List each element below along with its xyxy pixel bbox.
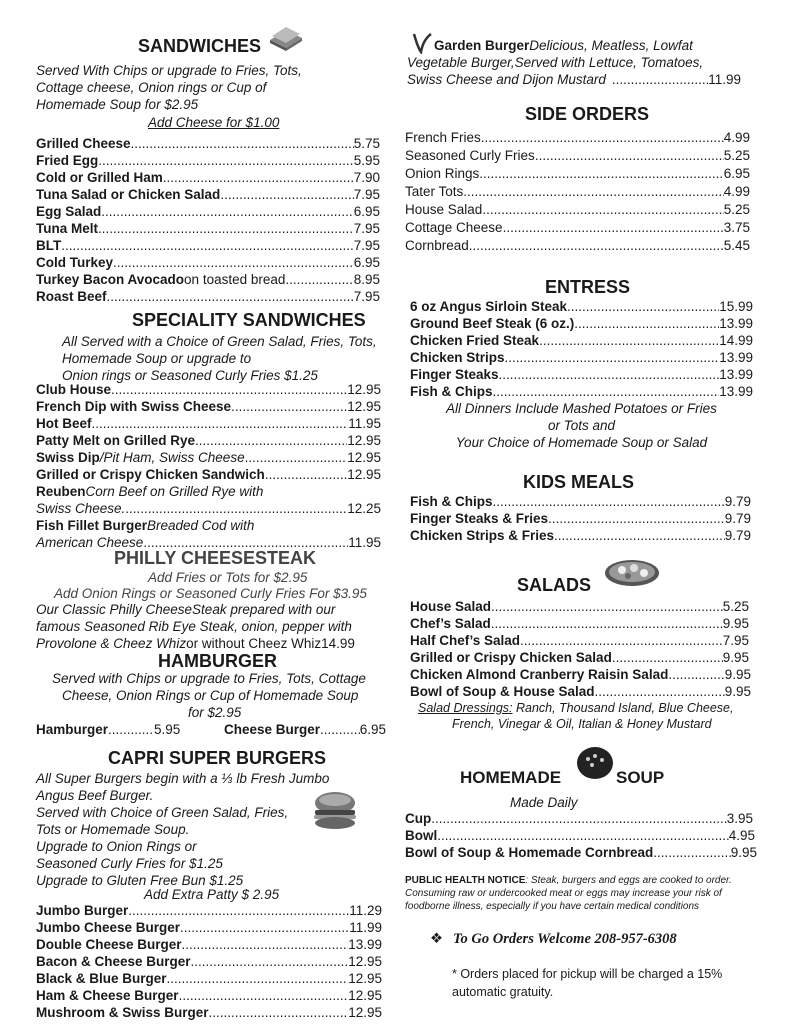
menu-item: Reuben Corn Beef on Grilled Rye with xyxy=(36,484,264,499)
menu-item: Swiss Cheese. ..... 12.25 xyxy=(36,500,381,517)
hamburger-title: HAMBURGER xyxy=(158,651,277,671)
salad-dressings: Salad Dressings: Ranch, Thousand Island, Blue Cheese, xyxy=(418,701,734,715)
menu-item: Grilled or Crispy Chicken Salad ..... 9.95 xyxy=(410,649,749,666)
sandwich-icon xyxy=(266,24,306,52)
capri-note-5: Upgrade to Onion Rings or xyxy=(36,839,197,854)
soup-title-2: SOUP xyxy=(616,768,665,787)
capri-note-3: Served with Choice of Green Salad, Fries, xyxy=(36,805,289,820)
menu-item: Bowl of Soup & Homemade Cornbread ..... 9.95 xyxy=(405,844,757,861)
menu-item: Bowl of Soup & House Salad ..... 9.95 xyxy=(410,683,751,700)
capri-note-4: Tots or Homemade Soup. xyxy=(36,822,190,837)
specialty-note-1: All Served with a Choice of Green Salad, Fries, Tots, xyxy=(62,334,377,349)
menu-item: Hot Beef ..... 11.95 xyxy=(36,415,381,432)
menu-item: Cottage Cheese ..... 3.75 xyxy=(405,219,750,236)
philly-desc-1: Our Classic Philly CheeseSteak prepared with our xyxy=(36,602,336,617)
entrees-note-2: or Tots and xyxy=(547,418,616,433)
sandwiches-note-2: Cottage cheese, Onion rings or Cup of xyxy=(36,80,267,95)
menu-item: Cornbread ..... 5.45 xyxy=(405,237,750,254)
soup-made-daily: Made Daily xyxy=(510,795,578,810)
entrees-note-1: All Dinners Include Mashed Potatoes or Fries xyxy=(446,401,717,416)
menu-item: Fish & Chips ..... 13.99 xyxy=(410,383,753,400)
menu-item: Finger Steaks ..... 13.99 xyxy=(410,366,753,383)
philly-note-2: Add Onion Rings or Seasoned Curly Fries For $3.95 xyxy=(54,586,367,601)
soup-title-1: HOMEMADE xyxy=(460,768,562,787)
burger-icon xyxy=(312,790,358,830)
menu-item: Fried Egg ..... 5.95 xyxy=(36,152,380,169)
menu-item: Bacon & Cheese Burger ..... 12.95 xyxy=(36,953,382,970)
menu-item: Provolone & Cheez Whiz or without Cheez Whiz 14.99 xyxy=(36,636,355,651)
capri-note-1: All Super Burgers begin with a ⅓ lb Fresh Jumbo xyxy=(36,771,330,786)
capri-note-2: Angus Beef Burger. xyxy=(36,788,154,803)
menu-item: French Dip with Swiss Cheese ..... 12.95 xyxy=(36,398,381,415)
leaf-icon xyxy=(411,32,433,54)
add-cheese-note: Add Cheese for $1.00 xyxy=(148,115,280,130)
entrees-note-3: Your Choice of Homemade Soup or Salad xyxy=(455,435,708,450)
soup-bowl-icon xyxy=(576,746,614,782)
menu-item: Double Cheese Burger ..... 13.99 xyxy=(36,936,382,953)
menu-item: Half Chef’s Salad ..... 7.95 xyxy=(410,632,749,649)
specialty-note-2: Homemade Soup or upgrade to xyxy=(62,351,252,366)
menu-item: Grilled or Crispy Chicken Sandwich ..... 12.95 xyxy=(36,466,381,483)
menu-item: Fish Fillet Burger Breaded Cod with xyxy=(36,518,255,533)
philly-desc-2: famous Seasoned Rib Eye Steak, onion, pepper with xyxy=(36,619,352,634)
menu-item: Jumbo Cheese Burger ..... 11.99 xyxy=(36,919,382,936)
menu-item: Cheese Burger ..... 6.95 xyxy=(224,721,386,738)
menu-item: French Fries ..... 4.99 xyxy=(405,129,750,146)
menu-item: Cold or Grilled Ham ..... 7.90 xyxy=(36,169,380,186)
health-notice-3: foodborne illness, especially if you have certain medical conditions xyxy=(405,901,700,912)
philly-title: PHILLY CHEESESTEAK xyxy=(114,548,317,568)
sandwiches-title: SANDWICHES xyxy=(138,36,262,56)
pickup-note-2: automatic gratuity. xyxy=(452,985,554,999)
menu-item: BLT ..... 7.95 xyxy=(36,237,380,254)
to-go-orders: ❖ To Go Orders Welcome 208-957-6308 xyxy=(430,931,677,947)
menu-item: Finger Steaks & Fries ..... 9.79 xyxy=(410,510,751,527)
menu-item: Swiss Cheese and Dijon Mustard ..... 11.99 xyxy=(407,71,741,88)
hamburger-note-1: Served with Chips or upgrade to Fries, Tots, Cottage xyxy=(52,671,366,686)
menu-item: Chicken Strips ..... 13.99 xyxy=(410,349,753,366)
specialty-note-3: Onion rings or Seasoned Curly Fries $1.25 xyxy=(62,368,318,383)
menu-item: Patty Melt on Grilled Rye ..... 12.95 xyxy=(36,432,381,449)
menu-item: Chicken Fried Steak ..... 14.99 xyxy=(410,332,753,349)
menu-item: Club House ..... 12.95 xyxy=(36,381,381,398)
health-notice-1: PUBLIC HEALTH NOTICE: Steak, burgers and eggs are cooked to order. xyxy=(405,875,732,886)
menu-item: 6 oz Angus Sirloin Steak ..... 15.99 xyxy=(410,298,753,315)
salad-dressings-2: French, Vinegar & Oil, Italian & Honey Mustard xyxy=(452,717,712,731)
capri-note-7: Upgrade to Gluten Free Bun $1.25 xyxy=(36,873,244,888)
menu-item: Hamburger ..... 5.95 xyxy=(36,721,196,738)
diamond-bullet-icon: ❖ xyxy=(430,931,443,947)
capri-extra-note: Add Extra Patty $ 2.95 xyxy=(144,887,280,902)
menu-item: Onion Rings ..... 6.95 xyxy=(405,165,750,182)
menu-item: Cold Turkey ..... 6.95 xyxy=(36,254,380,271)
menu-item: Swiss Dip /Pit Ham, Swiss Cheese ..... 12.95 xyxy=(36,449,381,466)
menu-item: Mushroom & Swiss Burger ..... 12.95 xyxy=(36,1004,382,1021)
menu-item: Bowl ..... 4.95 xyxy=(405,827,755,844)
menu-item: Fish & Chips ..... 9.79 xyxy=(410,493,751,510)
menu-item: American Cheese ..... 11.95 xyxy=(36,534,381,551)
menu-item: Turkey Bacon Avocado on toasted bread ..... 8.95 xyxy=(36,271,380,288)
hamburger-note-3: for $2.95 xyxy=(188,705,242,720)
sandwiches-note-1: Served With Chips or upgrade to Fries, Tots, xyxy=(36,63,302,78)
menu-item: House Salad ..... 5.25 xyxy=(405,201,750,218)
menu-item: Black & Blue Burger ..... 12.95 xyxy=(36,970,382,987)
menu-item: Egg Salad ..... 6.95 xyxy=(36,203,380,220)
pickup-note-1: * Orders placed for pickup will be charged a 15% xyxy=(452,967,723,981)
menu-item: Jumbo Burger ..... 11.29 xyxy=(36,902,382,919)
specialty-title: SPECIALITY SANDWICHES xyxy=(132,310,366,330)
kids-meals-title: KIDS MEALS xyxy=(523,472,635,492)
menu-item: Seasoned Curly Fries ..... 5.25 xyxy=(405,147,750,164)
menu-item: Cup ..... 3.95 xyxy=(405,810,753,827)
menu-item: Ham & Cheese Burger ..... 12.95 xyxy=(36,987,382,1004)
garden-desc-2: Vegetable Burger,Served with Lettuce, Tomatoes, xyxy=(407,55,704,70)
entrees-title: ENTRESS xyxy=(545,277,631,297)
menu-item: Roast Beef ..... 7.95 xyxy=(36,288,380,305)
menu-item: Tuna Melt ..... 7.95 xyxy=(36,220,380,237)
menu-item: Ground Beef Steak (6 oz.) ..... 13.99 xyxy=(410,315,753,332)
philly-note-1: Add Fries or Tots for $2.95 xyxy=(148,570,308,585)
menu-item: Grilled Cheese ..... 5.75 xyxy=(36,135,380,152)
sandwiches-note-3: Homemade Soup for $2.95 xyxy=(36,97,199,112)
menu-item: House Salad ..... 5.25 xyxy=(410,598,749,615)
menu-item: Tater Tots ..... 4.99 xyxy=(405,183,750,200)
capri-note-6: Seasoned Curly Fries for $1.25 xyxy=(36,856,223,871)
salad-icon xyxy=(604,558,660,588)
menu-item: Chef’s Salad ..... 9.95 xyxy=(410,615,749,632)
capri-title: CAPRI SUPER BURGERS xyxy=(108,748,327,768)
side-orders-title: SIDE ORDERS xyxy=(525,104,650,124)
menu-item: Chicken Strips & Fries ..... 9.79 xyxy=(410,527,751,544)
hamburger-note-2: Cheese, Onion Rings or Cup of Homemade Soup xyxy=(62,688,359,703)
health-notice-2: Consuming raw or undercooked meat or eggs may increase your risk of xyxy=(405,888,722,899)
menu-item: Chicken Almond Cranberry Raisin Salad ..... 9.95 xyxy=(410,666,751,683)
salads-title: SALADS xyxy=(517,575,592,595)
garden-burger: Garden Burger Delicious, Meatless, Lowfat xyxy=(434,38,693,53)
menu-item: Tuna Salad or Chicken Salad ..... 7.95 xyxy=(36,186,380,203)
